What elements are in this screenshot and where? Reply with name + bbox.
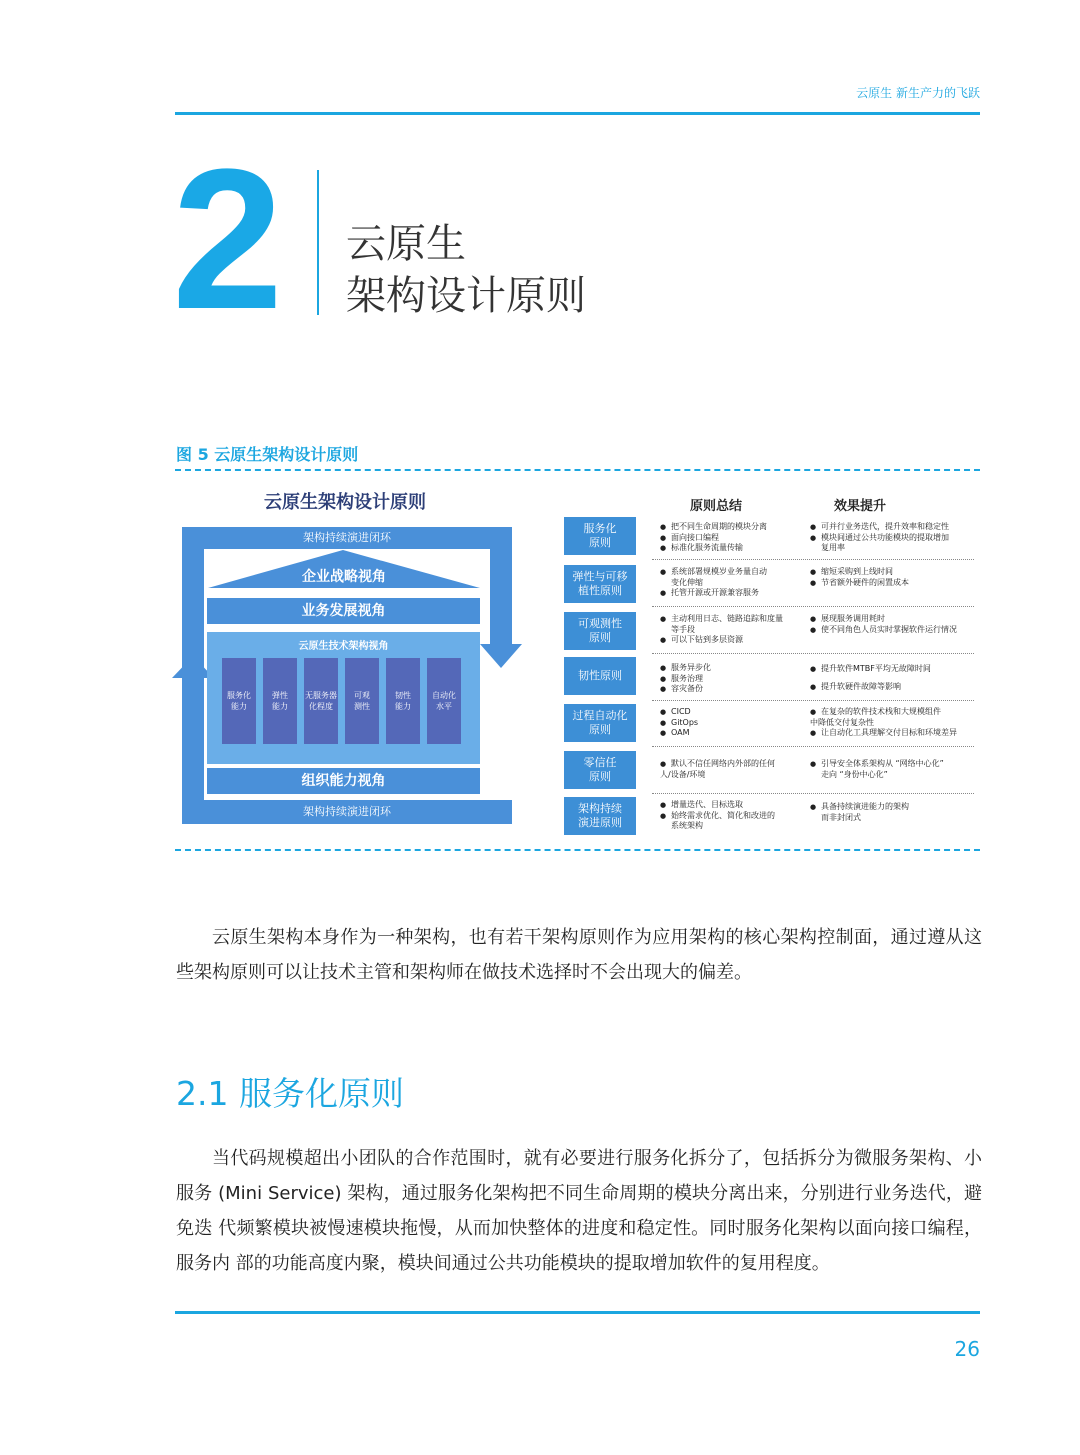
summary-cell [660, 614, 800, 646]
principle-label [564, 517, 636, 555]
summary-item: ● CICD [660, 707, 800, 718]
principle-label-line: 植性原则 [578, 584, 622, 597]
effect-item: 中降低交付复杂性 [810, 717, 874, 727]
band-organization: 组织能力视角 [207, 768, 480, 794]
principle-label-line: 韧性原则 [578, 669, 622, 682]
principle-label-line: 原则 [589, 770, 611, 783]
pillar-line: 自动化 [432, 691, 456, 700]
principle-label-line: 过程自动化 [572, 709, 628, 722]
summary-item: 系统架构 [671, 821, 703, 830]
summary-item: 人/设备/环境 [660, 769, 706, 779]
principle-label [564, 704, 636, 742]
pillar-line: 测性 [354, 702, 370, 711]
section-heading: 2.1 服务化原则 [176, 1074, 404, 1113]
pillar-line: 韧性 [395, 691, 411, 700]
summary-item: ● 可以下钻到多层资源 [660, 635, 800, 646]
summary-cell [660, 707, 800, 739]
summary-item: 等手段 [671, 624, 695, 634]
core-label: 云原生技术架构视角 [298, 641, 389, 652]
effect-cell [810, 567, 978, 588]
summary-cell [660, 759, 800, 780]
summary-item: ● 容灾备份 [660, 684, 800, 695]
summary-item: ● 始终需求优化、简化和改进的 [660, 811, 800, 822]
effect-cell [810, 759, 978, 780]
pillar-line: 能力 [231, 702, 247, 711]
principle-label [564, 612, 636, 650]
pillar-line: 服务化 [227, 691, 251, 700]
summary-cell [660, 522, 800, 554]
pillar-line: 弹性 [272, 691, 288, 700]
pillar-line: 可观 [354, 691, 370, 700]
effect-item: ● 提升软硬件故障等影响 [810, 682, 978, 693]
principle-label-line: 服务化 [583, 522, 617, 535]
row-separator [652, 606, 974, 607]
figure-bottom-dashed-rule [175, 849, 980, 851]
effect-item: 复用率 [821, 543, 845, 552]
intro-paragraph: 云原生架构本身作为一种架构，也有若干架构原则作为应用架构的核心架构控制面，通过遵从这些架构原则可以让技术主管和架构师在做技术选择时不会出现大的偏差。 [176, 927, 982, 983]
summary-item: ● 标准化服务流量传输 [660, 543, 800, 554]
pillar-line: 水平 [436, 702, 452, 711]
summary-cell [660, 567, 800, 599]
principle-label [564, 797, 636, 835]
pillar [427, 658, 461, 744]
summary-item: ● 托管开源或开源兼容服务 [660, 588, 800, 599]
summary-item: ● 默认不信任网络内外部的任何 [660, 759, 800, 770]
row-separator [652, 793, 974, 794]
effect-item: ● 展现服务调用耗时 [810, 614, 978, 625]
figure-caption: 图 5 云原生架构设计原则 [176, 445, 359, 464]
pillar [345, 658, 379, 744]
principle-label-line: 零信任 [583, 756, 617, 769]
summary-cell [660, 800, 800, 832]
row-separator [652, 559, 974, 560]
effect-item: ● 使不同角色人员实时掌握软件运行情况 [810, 625, 978, 636]
summary-item: 变化伸缩 [671, 577, 703, 587]
row-separator [652, 653, 974, 654]
summary-cell [660, 663, 800, 695]
principle-label-line: 原则 [589, 536, 611, 549]
principle-label-line: 可观测性 [578, 617, 622, 630]
summary-item: ● 面向接口编程 [660, 533, 800, 544]
effect-item: ● 节省额外硬件的闲置成本 [810, 578, 978, 589]
pillar-line: 能力 [395, 702, 411, 711]
effect-cell [810, 664, 978, 692]
loop-top-band: 架构持续演进闭环 [182, 527, 512, 549]
summary-item: ● OAM [660, 728, 800, 739]
pillar [304, 658, 338, 744]
row-separator [652, 700, 974, 701]
summary-item: ● 服务治理 [660, 674, 800, 685]
effect-item: 而非封闭式 [821, 812, 861, 822]
effect-item: ● 模块间通过公共功能模块的提取增加 [810, 533, 978, 544]
loop-bottom-band: 架构持续演进闭环 [182, 800, 512, 824]
pillar-line: 能力 [272, 702, 288, 711]
effect-cell [810, 614, 978, 635]
band-business: 业务发展视角 [207, 598, 480, 624]
effect-item: ● 缩短采购到上线时间 [810, 567, 978, 578]
diagram-title: 云原生架构设计原则 [264, 492, 426, 513]
effect-cell [810, 707, 978, 739]
pillar [263, 658, 297, 744]
summary-item: ● 服务异步化 [660, 663, 800, 674]
summary-item: ● 增量迭代、目标选取 [660, 800, 800, 811]
principle-label [564, 565, 636, 603]
table-header-summary: 原则总结 [690, 499, 743, 514]
principle-label [564, 657, 636, 695]
running-header: 云原生 新生产力的飞跃 [856, 86, 980, 100]
section-paragraph: 当代码规模超出小团队的合作范围时，就有必要进行服务化拆分了，包括拆分为微服务架构、小服务 (Mini Service) 架构，通过服务化架构把不同生命周期的模块分离出来，分别进行业务迭代，避免迭 代频繁模块被慢速模块拖慢，从而加快整体的进度和稳定性。同时服务化架构以面向接口编程，服务内 部的功能高度内聚，模块间通过公共功能模块的提取增加软件的复用程度。 [176, 1148, 982, 1274]
chapter-number: 2 [172, 128, 280, 351]
table-header-effect: 效果提升 [834, 499, 887, 514]
summary-item: ● 系统部署规模岁业务量自动 [660, 567, 800, 578]
effect-cell [810, 802, 978, 823]
page-number: 26 [954, 1337, 980, 1361]
effect-item: ● 在复杂的软件技术栈和大规模组件 [810, 707, 978, 718]
row-separator [652, 746, 974, 747]
chapter-title-line1: 云原生 [346, 221, 466, 267]
down-arrow-icon [480, 644, 522, 668]
summary-item: ● 主动利用日志、链路追踪和度量 [660, 614, 800, 625]
principle-label-line: 弹性与可移 [572, 570, 628, 583]
pillar-line: 化程度 [309, 702, 333, 711]
effect-item: ● 提升软件MTBF平均无故障时间 [810, 664, 978, 675]
effect-item: ● 引导安全体系架构从 “网络中心化” [810, 759, 978, 770]
effect-item: ● 让自动化工具理解交付目标和环境差异 [810, 728, 978, 739]
footer-rule [175, 1311, 980, 1314]
pillar [386, 658, 420, 744]
pillar [222, 658, 256, 744]
principle-label-line: 架构持续 [578, 802, 622, 815]
principle-label-line: 原则 [589, 631, 611, 644]
summary-item: ● 把不同生命周期的模块分离 [660, 522, 800, 533]
principle-label-line: 原则 [589, 723, 611, 736]
pillar-line: 无服务器 [305, 691, 337, 700]
principle-label-line: 演进原则 [578, 816, 622, 829]
principle-label [564, 751, 636, 789]
chapter-title-line2: 架构设计原则 [346, 273, 586, 319]
effect-cell [810, 522, 978, 554]
effect-item: 走向 “身份中心化” [821, 769, 888, 779]
roof-label: 企业战略视角 [302, 569, 386, 585]
effect-item: ● 可并行业务迭代，提升效率和稳定性 [810, 522, 978, 533]
effect-item: ● 具备持续演进能力的架构 [810, 802, 978, 813]
summary-item: ● GitOps [660, 718, 800, 729]
